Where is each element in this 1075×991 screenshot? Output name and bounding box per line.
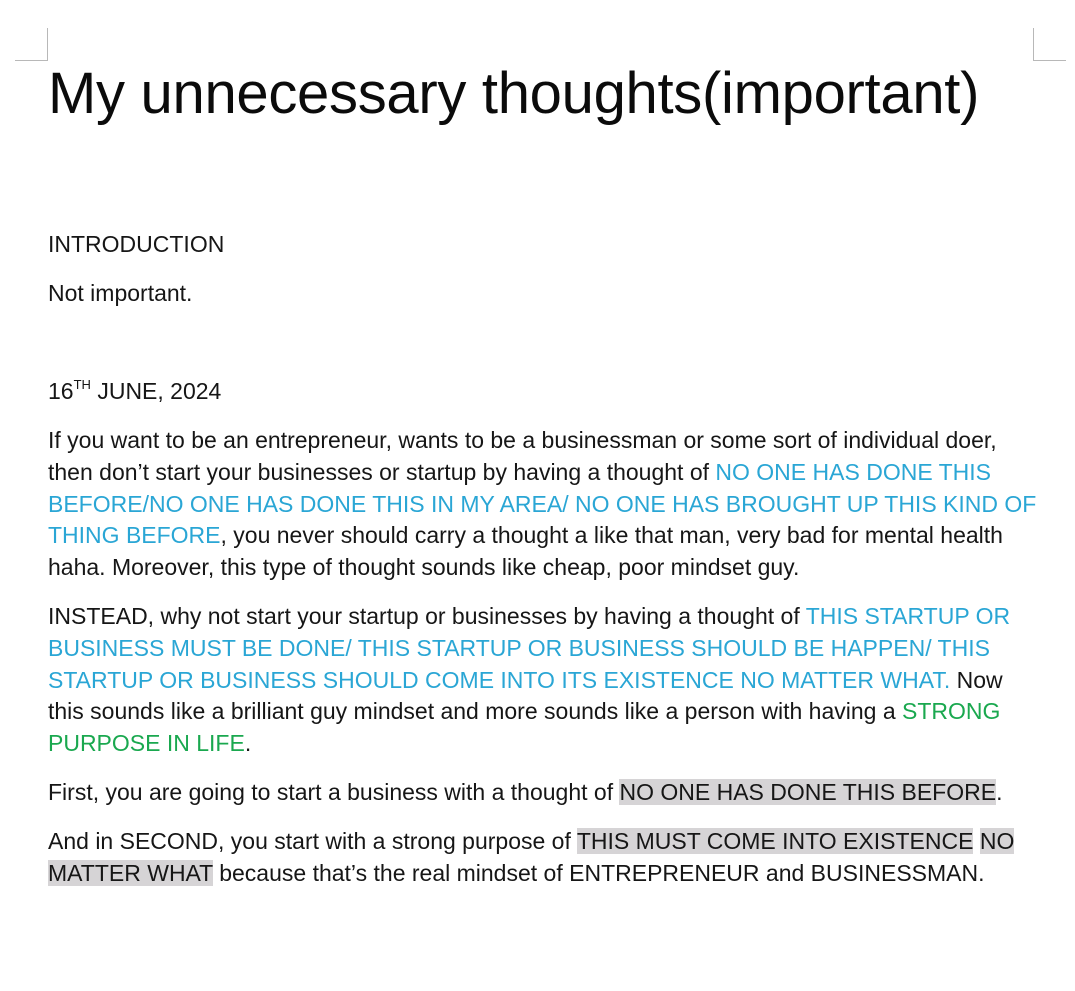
p2-text-c: Now this sounds like a brilliant guy mindset and more sounds like a person with having a — [48, 666, 1003, 725]
p3-highlighted-text: NO ONE HAS DONE THIS BEFORE — [619, 779, 997, 805]
paragraph-2 — [48, 601, 1038, 760]
p4-text-a: And in SECOND, you start with a strong purpose of — [48, 828, 577, 854]
p4-highlighted-text-2: NO MATTER WHAT — [48, 828, 1015, 886]
page-corner-mark-left — [15, 28, 48, 61]
document-title: My unnecessary thoughts(important) — [48, 61, 980, 126]
date-rest: JUNE, 2024 — [90, 378, 222, 404]
p2-text-e: . — [244, 730, 252, 757]
page-corner-mark-right — [1033, 28, 1066, 61]
p4-text-e: because that’s the real mindset of ENTREPRENEUR and BUSINESSMAN. — [212, 859, 985, 886]
date-suffix: TH — [73, 377, 91, 392]
paragraph-3 — [48, 777, 1038, 809]
p1-blue-text: NO ONE HAS DONE THIS BEFORE/NO ONE HAS DONE THIS IN MY AREA/ NO ONE HAS BROUGHT UP THIS KIND OF THING BEFORE — [48, 458, 1037, 549]
p4-text-c — [973, 828, 979, 854]
date-day: 16 — [48, 378, 74, 404]
p2-text-a: INSTEAD, why not start your startup or businesses by having a thought of — [48, 603, 806, 629]
p3-text-a: First, you are going to start a business with a thought of — [48, 779, 620, 805]
paragraph-1 — [48, 425, 1038, 584]
intro-heading: INTRODUCTION — [48, 231, 225, 257]
intro-text: Not important. — [48, 280, 193, 306]
p1-text-c: , you never should carry a thought a like that man, very bad for mental health haha. Moreover, this type of thought sounds like cheap, poor mindset guy. — [48, 522, 1003, 581]
p2-blue-text: THIS STARTUP OR BUSINESS MUST BE DONE/ THIS STARTUP OR BUSINESS SHOULD BE HAPPEN/ THIS STARTUP OR BUSINESS SHOULD COME INTO ITS EXISTENCE NO MATTER WHAT. — [48, 603, 1011, 693]
p2-green-text: STRONG PURPOSE IN LIFE — [48, 698, 1001, 757]
p4-highlighted-text-1: THIS MUST COME INTO EXISTENCE — [576, 828, 974, 854]
p3-text-c: . — [996, 779, 1003, 805]
date-line — [48, 376, 1038, 411]
p1-text-a: If you want to be an entrepreneur, wants to be a businessman or some sort of individual doer, then don’t start your businesses or startup by having a thought of — [48, 427, 997, 485]
paragraph-4 — [48, 826, 1038, 890]
